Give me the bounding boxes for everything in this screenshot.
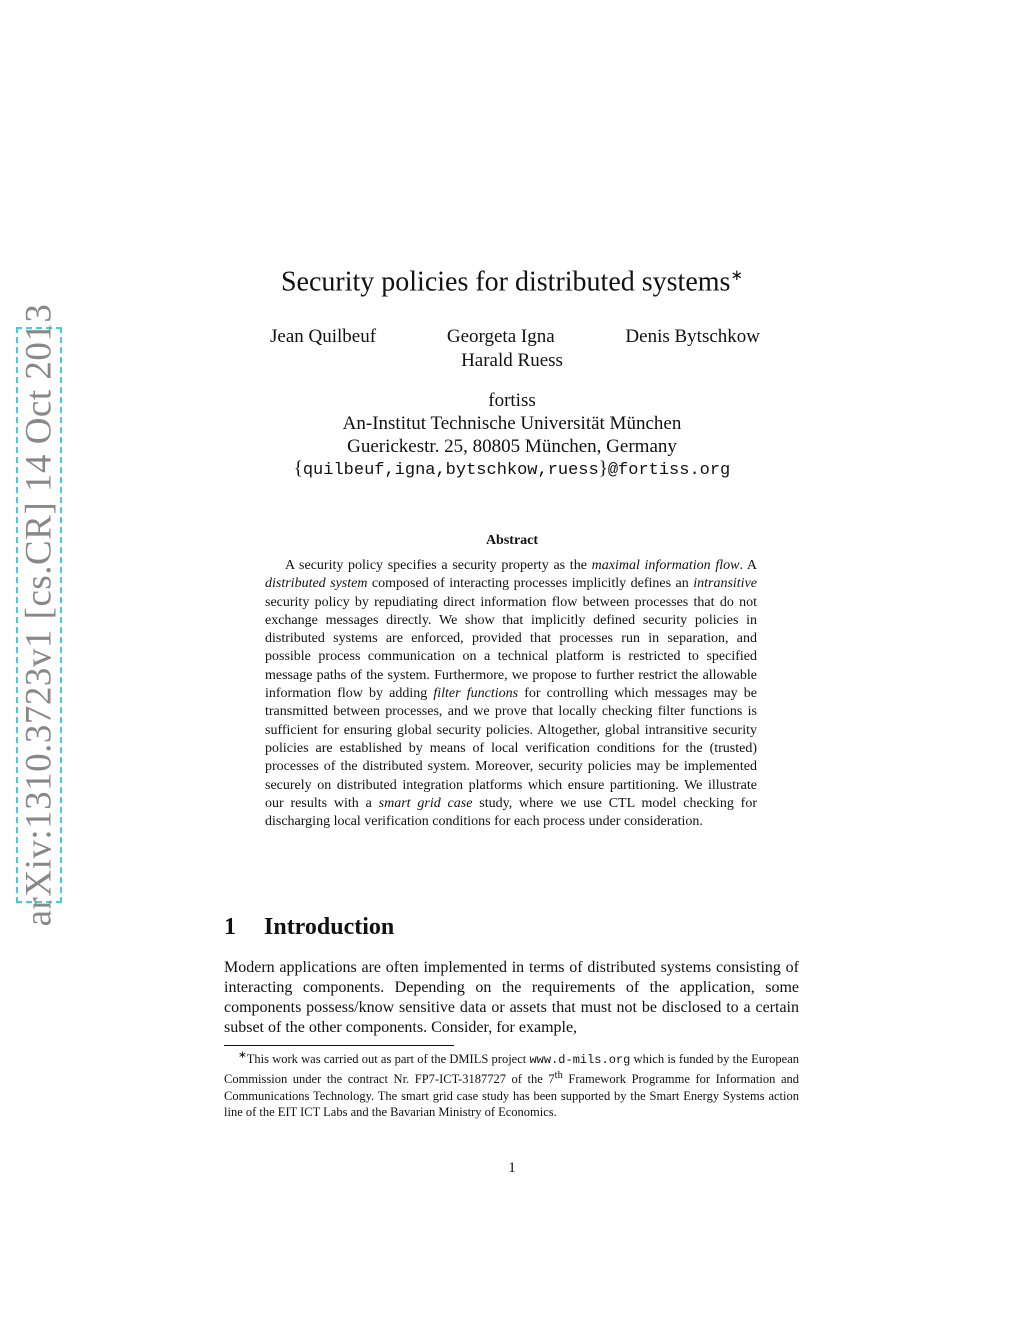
- footnote-text: which is funded by the European Commission under the contract Nr. FP7-ICT-3187727 of the 7: [224, 1052, 799, 1087]
- abstract-text: A security policy specifies a security property as the: [285, 558, 592, 573]
- abstract-emphasis: filter functions: [433, 686, 519, 702]
- affiliation-org: fortiss: [488, 390, 536, 411]
- footnote-text: Framework Programme for Information and Communications Technology. The smart grid case study has been supported by the Smart Energy Systems action line of the EIT ICT Labs and the Bavarian Ministry of Economics.: [224, 1072, 799, 1120]
- email-brace-open: {: [293, 458, 303, 479]
- email-domain: @fortiss.org: [607, 461, 731, 480]
- email-names: quilbeuf,igna,bytschkow,ruess: [302, 461, 599, 480]
- abstract-text: for controlling which messages may be transmitted between processes, and we prove that locally checking filter functions is sufficient for ensuring global security policies. Altogether, global intransitive security policies are established by means of local verification conditions for the (trusted) processes of the distributed system. Moreover, security policies may be implemented securely on distributed integration platforms which ensure partitioning. We illustrate our results with a: [265, 686, 757, 811]
- author-name: Denis Bytschkow: [625, 326, 760, 347]
- page-number: 1: [508, 1160, 516, 1176]
- abstract-emphasis: distributed system: [265, 576, 368, 592]
- author-emails: [200, 458, 824, 480]
- paper-title-text: Security policies for distributed systems: [280, 266, 731, 298]
- author-name-second-row: Harald Ruess: [461, 350, 563, 371]
- footnote-text: This work was carried out as part of the DMILS project: [246, 1052, 530, 1067]
- affiliation-institute: An-Institut Technische Universität München: [342, 413, 682, 434]
- abstract-emphasis: maximal information flow: [591, 558, 740, 573]
- footnote-mark: ∗: [238, 1050, 247, 1061]
- abstract-emphasis: intransitive: [693, 576, 757, 592]
- footnote: [224, 1048, 799, 1121]
- section-number: 1: [224, 914, 236, 940]
- abstract-body: [265, 557, 757, 831]
- authors-row: [270, 326, 760, 348]
- footnote-url-link[interactable]: www.d-mils.org: [529, 1053, 631, 1068]
- author-name: Georgeta Igna: [446, 326, 555, 347]
- author-name: Jean Quilbeuf: [270, 326, 377, 347]
- footnote-rule: [224, 1045, 454, 1046]
- footnote-superscript: th: [554, 1070, 563, 1082]
- paper-title: [200, 266, 824, 298]
- abstract-text: study, where we use CTL model checking for discharging local verification conditions for each process under consideration.: [265, 795, 757, 830]
- abstract-text: . A: [739, 558, 758, 573]
- section-title: Introduction: [264, 914, 395, 940]
- section-body-text: Modern applications are often implemented in terms of distributed systems consisting of interacting components. Depending on the requirements of the application, some components possess/know sensitive data or assets that must not be disclosed to a certain subset of the other components. Consider, for example,: [224, 959, 799, 1036]
- arxiv-stamp: [16, 303, 62, 927]
- email-brace-close: }: [598, 458, 608, 479]
- abstract-heading: Abstract: [485, 533, 539, 548]
- title-footnote-mark: ∗: [730, 268, 744, 284]
- section-heading: [224, 914, 394, 941]
- affiliation-address: Guerickestr. 25, 80805 München, Germany: [347, 436, 677, 457]
- abstract-text: security policy by repudiating direct information flow between processes that do not exchange messages directly. We show that implicitly defined security policies in distributed systems are enforced, provided that processes run in separation, and possible process communication on a technical platform is restricted to specified message paths of the system. Furthermore, we propose to further restrict the allowable information flow by adding: [265, 594, 757, 702]
- abstract-emphasis: smart grid case: [378, 795, 473, 811]
- abstract-text: composed of interacting processes implicitly defines an: [367, 576, 694, 592]
- arxiv-stamp-text: arXiv:1310.3723v1 [cs.CR] 14 Oct 2013: [18, 303, 60, 927]
